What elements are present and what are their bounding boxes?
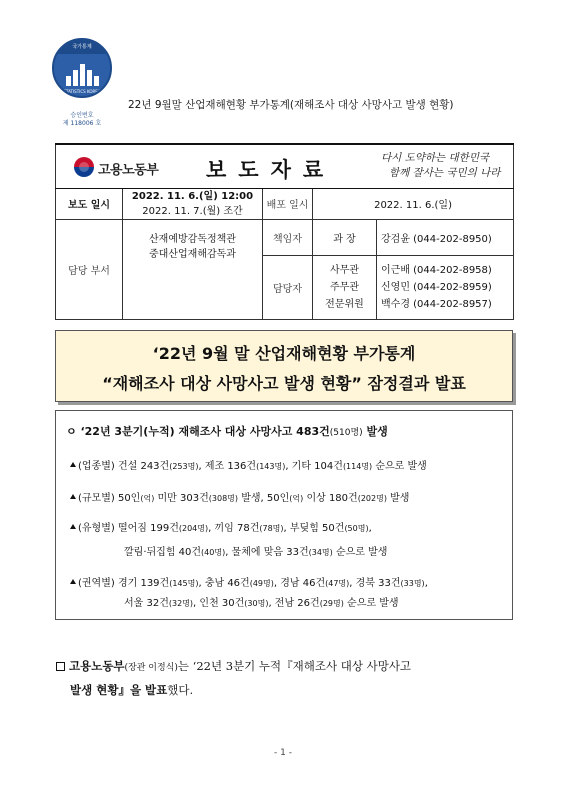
headline-line-2: “재해조사 대상 사망사고 발생 현황” 잠정결과 발표 [102,374,466,393]
body-paragraph: 고용노동부(장관 이정식)는 ‘22년 3분기 누적『재해조사 대상 사망사고 발생 현황』을 발표했다. [56,655,516,701]
taegeuk-emblem-icon [74,157,94,177]
department-value: 산재예방감독정책관 중대산업재해감독과 [123,219,263,319]
summary-heading: ㅇ ‘22년 3분기(누적) 재해조사 대상 사망사고 483건(510명) 발생 [66,425,388,438]
distribute-date-label: 배포 일시 [263,188,313,219]
square-bullet-icon [56,662,65,671]
press-release-table [55,143,514,320]
headline-line-1: ‘22년 9월 말 산업재해현황 부가통계 [152,344,416,363]
report-date-label: 보도 일시 [56,188,123,219]
government-slogan: 다시 도약하는 대한민국 함께 잘사는 국민의 나라 [381,152,501,179]
bullet-industry: (업종별) 건설 243건(253명), 제조 136건(143명), 기타 104건(114명) 순으로 발생 [70,457,427,477]
bullet-scale: (규모별) 50인(억) 미만 303건(308명) 발생, 50인(억) 이상 180건(202명) 발생 [70,489,409,509]
bullet-type: (유형별) 떨어짐 199건(204명), 끼임 78건(78명), 부딪힘 50건(50명), 깔림·뒤집힘 40건(40명), 물체에 맞음 33건(34명) 순으로 발생 [70,519,387,563]
responsible-contact: 강검윤 (044-202-8950) [377,219,514,255]
report-date-value: 2022. 11. 6.(일) 12:00 2022. 11. 7.(월) 조간 [123,188,263,219]
triangle-bullet-icon [70,579,76,584]
distribute-date-value: 2022. 11. 6.(일) [313,188,514,219]
summary-box [55,410,513,620]
document-subtitle: 22년 9월말 산업재해현황 부가통계(재해조사 대상 사망사고 발생 현황) [128,99,454,111]
staff-label: 담당자 [263,255,313,319]
statistics-seal-logo [52,38,112,98]
ministry-name: 고용노동부 [98,163,159,178]
responsible-role: 과 장 [313,219,377,255]
seal-caption: 승인번호 제 118006 호 [62,112,102,127]
seal-ring-text: STATISTICS KOREA [63,89,101,94]
headline-box [55,330,513,402]
bullet-region: (권역별) 경기 139건(145명), 충남 46건(49명), 경남 46건(47명), 경북 33건(33명), 서울 32건(32명), 인천 30건(30명), 전남 26건(29명) 순으로 발생 [70,574,428,614]
seal-band-text: 국가통계 [72,44,92,50]
page-number: - 1 - [274,748,292,758]
triangle-bullet-icon [70,494,76,499]
department-label: 담당 부서 [56,219,123,319]
triangle-bullet-icon [70,462,76,467]
press-release-label: 보도자료 [206,158,336,182]
responsible-label: 책임자 [263,219,313,255]
staff-contacts: 이근배 (044-202-8958) 신영민 (044-202-8959) 백수경 (044-202-8957) [377,255,514,319]
triangle-bullet-icon [70,524,76,529]
staff-roles: 사무관 주무관 전문위원 [313,255,377,319]
